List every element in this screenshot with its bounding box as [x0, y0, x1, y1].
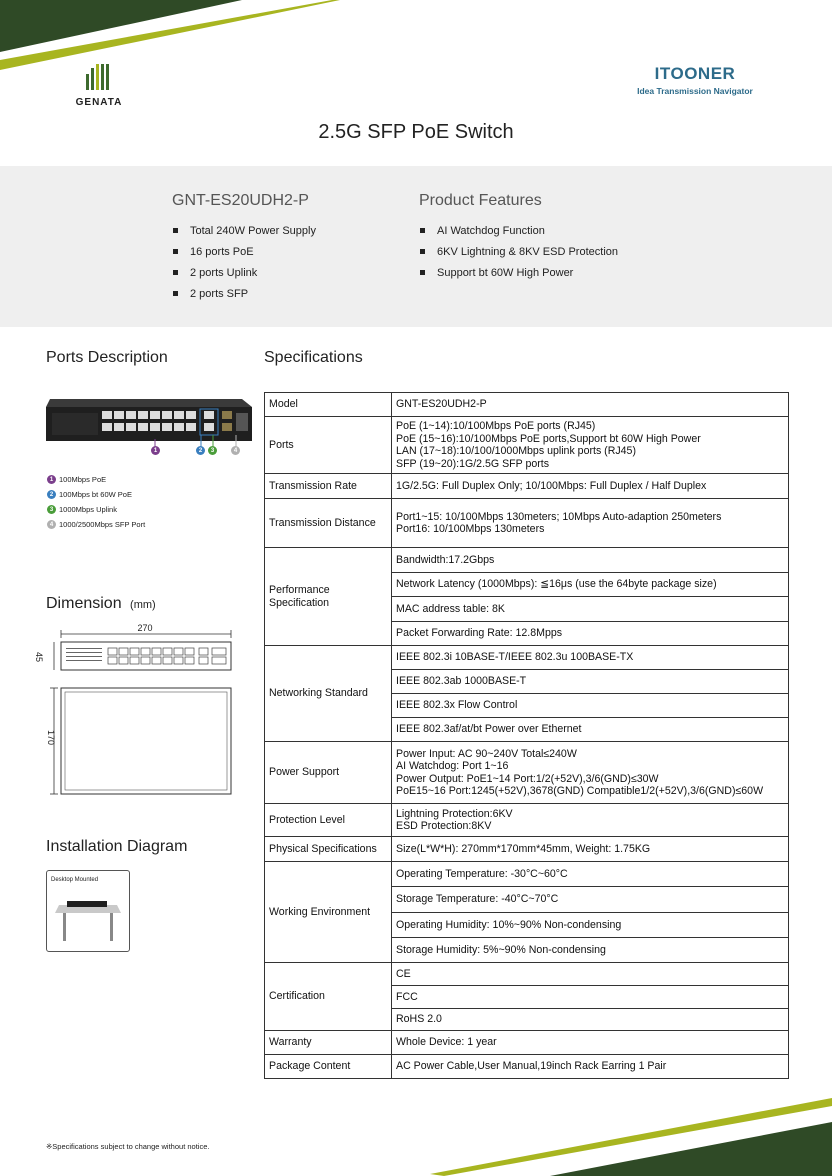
table-row: [265, 862, 789, 887]
table-row: [265, 646, 789, 670]
model-heading: GNT-ES20UDH2-P: [172, 192, 309, 209]
spec-key: Working Environment: [265, 862, 392, 963]
dimension-height-label: 45: [34, 652, 44, 663]
page-title: 2.5G SFP PoE Switch: [318, 121, 514, 143]
desk-switch-icon: [53, 897, 123, 943]
table-row: [265, 804, 789, 837]
spec-value: Size(L*W*H): 270mm*170mm*45mm, Weight: 1.75KG: [392, 837, 789, 862]
spec-key: Networking Standard: [265, 646, 392, 742]
spec-key: Warranty: [265, 1031, 392, 1055]
installation-title: Installation Diagram: [46, 838, 188, 855]
spec-value: PoE (1~14):10/100Mbps PoE ports (RJ45) PoE (15~16):10/100Mbps PoE ports,Support bt 60W High Power LAN (17~18):10/100/1000Mbps uplink ports (RJ45) SFP (19~20):1G/2.5G SFP ports: [392, 417, 789, 474]
spec-key: Physical Specifications: [265, 837, 392, 862]
legend-item: 1 100Mbps PoE: [47, 472, 145, 487]
spec-key: Performance Specification: [265, 548, 392, 646]
ports-legend: [47, 472, 145, 532]
list-item: 2 ports SFP: [173, 283, 316, 304]
dimension-depth-label: 170: [46, 730, 56, 746]
dimension-front-drawing: [44, 630, 234, 675]
itooner-tagline: Idea Transmission Navigator: [637, 86, 753, 96]
spec-value: CE: [392, 963, 789, 986]
dimension-top-drawing: [50, 686, 235, 798]
table-row: [265, 499, 789, 548]
spec-value: GNT-ES20UDH2-P: [392, 393, 789, 417]
top-left-decoration: [0, 0, 340, 72]
spec-value: RoHS 2.0: [392, 1009, 789, 1031]
legend-item: 4 1000/2500Mbps SFP Port: [47, 517, 145, 532]
spec-value: AC Power Cable,User Manual,19inch Rack Earring 1 Pair: [392, 1055, 789, 1079]
spec-value: Operating Temperature: -30°C~60°C: [392, 862, 789, 887]
spec-value: FCC: [392, 986, 789, 1009]
list-item: Total 240W Power Supply: [173, 220, 316, 241]
marker-2: 2: [196, 446, 205, 455]
spec-value: Packet Forwarding Rate: 12.8Mpps: [392, 622, 789, 646]
spec-value: Port1~15: 10/100Mbps 130meters; 10Mbps Auto-adaption 250meters Port16: 10/100Mbps 130meters: [392, 499, 789, 548]
summary-band: [0, 166, 832, 327]
genata-logo: [74, 62, 124, 106]
installation-diagram: [46, 870, 130, 952]
spec-value: Bandwidth:17.2Gbps: [392, 548, 789, 573]
spec-value: Network Latency (1000Mbps): ≦16μs (use the 64byte package size): [392, 573, 789, 597]
spec-key: Transmission Rate: [265, 474, 392, 499]
installation-caption: Desktop Mounted: [51, 877, 99, 883]
itooner-logo: [620, 64, 770, 96]
footer-note: ※Specifications subject to change without notice.: [46, 1142, 210, 1151]
list-item: AI Watchdog Function: [420, 220, 618, 241]
legend-item: 3 1000Mbps Uplink: [47, 502, 145, 517]
spec-value: IEEE 802.3ab 1000BASE-T: [392, 670, 789, 694]
spec-value: Lightning Protection:6KV ESD Protection:8KV: [392, 804, 789, 837]
spec-key: Model: [265, 393, 392, 417]
genata-logo-text: GENATA: [75, 97, 123, 108]
ports-description-title: Ports Description: [46, 349, 168, 366]
features-bullets: [420, 220, 618, 283]
switch-front-image: [44, 395, 254, 457]
spec-key: Certification: [265, 963, 392, 1031]
spec-value: MAC address table: 8K: [392, 597, 789, 622]
list-item: 6KV Lightning & 8KV ESD Protection: [420, 241, 618, 262]
legend-item: 2 100Mbps bt 60W PoE: [47, 487, 145, 502]
spec-key: Package Content: [265, 1055, 392, 1079]
table-row: [265, 417, 789, 474]
spec-key: Ports: [265, 417, 392, 474]
marker-3: 3: [208, 446, 217, 455]
list-item: 16 ports PoE: [173, 241, 316, 262]
model-bullets: [173, 220, 316, 304]
genata-logo-mark: [74, 62, 124, 90]
table-row: [265, 1031, 789, 1055]
table-row: [265, 742, 789, 804]
spec-value: IEEE 802.3af/at/bt Power over Ethernet: [392, 718, 789, 742]
table-row: [265, 1055, 789, 1079]
table-row: [265, 393, 789, 417]
table-row: [265, 474, 789, 499]
spec-value: IEEE 802.3i 10BASE-T/IEEE 802.3u 100BASE-TX: [392, 646, 789, 670]
spec-value: 1G/2.5G: Full Duplex Only; 10/100Mbps: Full Duplex / Half Duplex: [392, 474, 789, 499]
spec-key: Transmission Distance: [265, 499, 392, 548]
spec-key: Power Support: [265, 742, 392, 804]
specifications-title: Specifications: [264, 349, 363, 366]
table-row: [265, 837, 789, 862]
spec-value: Power Input: AC 90~240V Total≤240W AI Watchdog: Port 1~16 Power Output: PoE1~14 Port:1/2(+52V),3/6(GND)≤30W PoE15~16 Port:1245(+52V),3678(GND) Compatible1/2(+52V),3/6(GND)≤60W: [392, 742, 789, 804]
spec-value: Storage Temperature: -40°C~70°C: [392, 887, 789, 913]
features-heading: Product Features: [419, 192, 542, 209]
marker-1: 1: [151, 446, 160, 455]
table-row: [265, 963, 789, 986]
spec-value: Whole Device: 1 year: [392, 1031, 789, 1055]
dimension-width-label: 270: [137, 623, 153, 633]
list-item: Support bt 60W High Power: [420, 262, 618, 283]
table-row: [265, 548, 789, 573]
itooner-logo-text: ITOONER: [654, 64, 736, 83]
spec-value: Operating Humidity: 10%~90% Non-condensing: [392, 913, 789, 938]
list-item: 2 ports Uplink: [173, 262, 316, 283]
spec-value: Storage Humidity: 5%~90% Non-condensing: [392, 938, 789, 963]
spec-key: Protection Level: [265, 804, 392, 837]
bottom-right-decoration: [430, 1096, 832, 1176]
dimension-title: Dimension (mm): [46, 595, 156, 612]
marker-4: 4: [231, 446, 240, 455]
spec-value: IEEE 802.3x Flow Control: [392, 694, 789, 718]
specifications-table: [264, 392, 789, 1079]
